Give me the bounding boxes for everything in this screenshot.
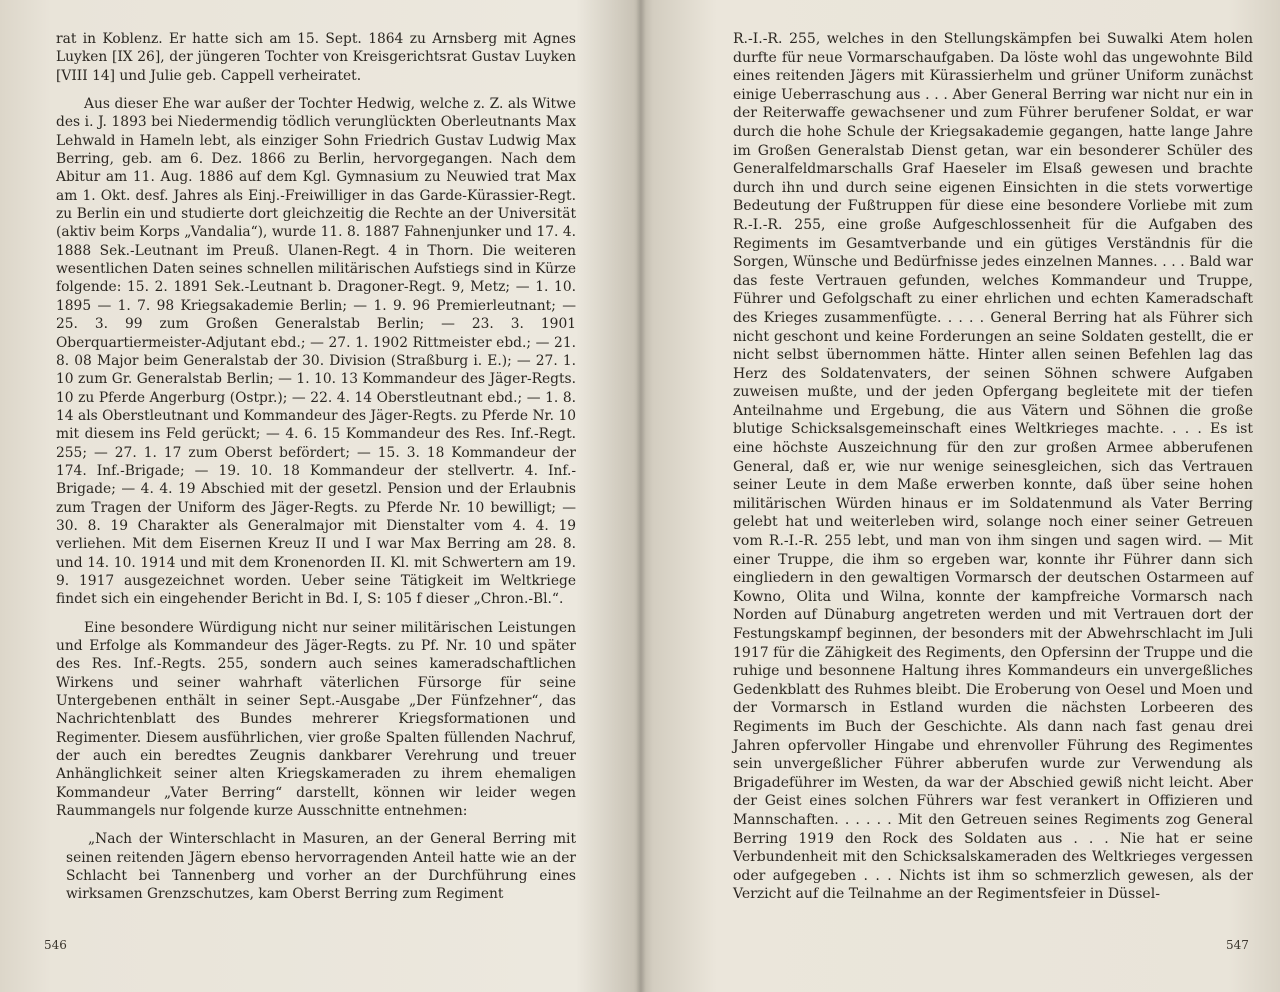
left-paragraph-4: „Nach der Winterschlacht in Masuren, an der General Berring mit seinen reitenden Jägern ebenso hervorragenden Anteil hatte wie an der Schlacht bei Tannenberg und vorher an der Durchführung eines wirksamen Grenzschutzes, kam Oberst Berring zum Regiment xyxy=(66,831,576,903)
book-gutter xyxy=(636,0,646,992)
right-page-number: 547 xyxy=(1226,938,1249,952)
right-paragraph-1: R.-I.-R. 255, welches in den Stellungskämpfen bei Suwalki Atem holen durfte für neue Vormarschaufgaben. Da löste wohl das ungewohnte Bild eines reitenden Jägers mit Kürassierhelm und grüner Uniform zunächst einige Ueberraschung aus . . . Aber General Berring war nicht nur ein in der Reiterwaffe gewachsener und zum Führer berufener Soldat, er war durch die hohe Schule der Kriegsakademie gegangen, hatte lange Jahre im Großen Generalstab Dienst getan, war ein besonderer Schüler des Generalfeldmarschalls Graf Haeseler im Elsaß gewesen und brachte durch ihn und durch seine eigenen Einsichten in die stets vorwertige Bedeutung der Fußtruppen für diese eine besondere Vorliebe mit zum R.-I.-R. 255, eine große Aufgeschlossenheit für die Aufgaben des Regiments im Gesamtverbande und ein gütiges Verständnis für die Sorgen, Wünsche und Bedürfnisse jedes einzelnen Mannes. . . . Bald war das feste Vertrauen gefunden, welches Kommandeur und Truppe, Führer und Gefolgschaft zu einer ehrlichen und echten Kameradschaft des Krieges zusammenfügte. . . . . General Berring hat als Führer sich nicht geschont und keine Forderungen an seine Soldaten gestellt, die er nicht selbst übernommen hätte. Hinter allen seinen Befehlen lag das Herz des Soldatenvaters, der seinen Söhnen schwere Aufgaben zuweisen mußte, und der jeden Opfergang begleitete mit der tiefen Anteilnahme und Ergebung, die aus Vätern und Söhnen die große blutige Schicksalsgemeinschaft eines Weltkrieges machte. . . . Es ist eine höchste Auszeichnung für den zur großen Armee abberufenen General, daß er, wie nur wenige seinesgleichen, sich das Vertrauen seiner Leute in dem Maße erwerben konnte, daß über seine hohen militärischen Würden hinaus er im Soldatenmund als Vater Berring gelebt hat und weiterleben wird, solange noch einer seiner Getreuen vom R.-I.-R. 255 lebt, und man von ihm singen und sagen wird. — Mit einer Truppe, die ihm so ergeben war, konnte ihr Führer dann sich eingliedern in den gewaltigen Vormarsch der deutschen Ostarmeen auf Kowno, Olita und Wilna, konnte der kampfreiche Vormarsch nach Norden auf Dünaburg angetreten werden und mit Vertrauen dort der Festungskampf beginnen, der besonders mit der Abwehrschlacht im Juli 1917 für die Zähigkeit des Regiments, den Opfersinn der Truppe und die ruhige und besonnene Haltung ihres Kommandeurs ein unvergeßliches Gedenkblatt des Ruhmes bleibt. Die Eroberung von Oesel und Moen und der Vormarsch in Estland wurden die nächsten Lorbeeren des Regiments im Buch der Geschichte. Als dann nach fast genau drei Jahren opfervoller Hingabe und ehrenvoller Führung des Regimentes sein unvergeßlicher Führer abberufen wurde zur Verwendung als Brigadeführer im Westen, da war der Abschied gewiß nicht leicht. Aber der Geist eines solchen Führers war fest verankert in Offizieren und Mannschaften. . . . . . Mit den Getreuen seines Regiments zog General Berring 1919 den Rock des Soldaten aus . . . Nie hat er seine Verbundenheit mit den Schicksalskameraden des Weltkrieges vergessen oder aufgegeben . . . Nichts ist ihm so schmerzlich gewesen, als der Verzicht auf die Teilnahme an der Regimentsfeier in Düssel- xyxy=(733,31,1253,903)
right-page xyxy=(733,30,1253,914)
left-paragraph-1: rat in Koblenz. Er hatte sich am 15. Sept. 1864 zu Arnsberg mit Agnes Luyken [IX 26], der jüngeren Tochter von Kreisgerichtsrat Gustav Luyken [VIII 14] und Julie geb. Cappell verheiratet. xyxy=(56,31,576,84)
left-paragraph-3: Eine besondere Würdigung nicht nur seiner militärischen Leistungen und Erfolge als Kommandeur des Jäger-Regts. zu Pf. Nr. 10 und später des Res. Inf.-Regts. 255, sondern auch seines kameradschaftlichen Wirkens und seiner wahrhaft väterlichen Fürsorge für seine Untergebenen enthält in seiner Sept.-Ausgabe „Der Fünfzehner“, das Nachrichtenblatt des Bundes mehrerer Kriegsformationen und Regimenter. Diesem ausführlichen, vier große Spalten füllenden Nachruf, der auch ein beredtes Zeugnis dankbarer Verehrung und treuer Anhänglichkeit seiner alten Kriegskameraden zu ihrem ehemaligen Kommandeur „Vater Berring“ darstellt, können wir leider wegen Raummangels nur folgende kurze Ausschnitte entnehmen: xyxy=(56,619,576,820)
left-page-number: 546 xyxy=(44,938,67,952)
left-page xyxy=(56,30,576,914)
left-paragraph-2: Aus dieser Ehe war außer der Tochter Hedwig, welche z. Z. als Witwe des i. J. 1893 bei Niedermendig tödlich verunglückten Oberleutnants Max Lehwald in Hameln lebt, als einziger Sohn Friedrich Gustav Ludwig Max Berring, geb. am 6. Dez. 1866 zu Berlin, hervorgegangen. Nach dem Abitur am 11. Aug. 1886 auf dem Kgl. Gymnasium zu Neuwied trat Max am 1. Okt. desf. Jahres als Einj.-Freiwilliger in das Garde-Kürassier-Regt. zu Berlin ein und studierte dort gleichzeitig die Rechte an der Universität (aktiv beim Korps „Vandalia“), wurde 11. 8. 1887 Fahnenjunker und 17. 4. 1888 Sek.-Leutnant im Preuß. Ulanen-Regt. 4 in Thorn. Die weiteren wesentlichen Daten seines schnellen militärischen Aufstiegs sind in Kürze folgende: 15. 2. 1891 Sek.-Leutnant b. Dragoner-Regt. 9, Metz; — 1. 10. 1895 — 1. 7. 98 Kriegsakademie Berlin; — 1. 9. 96 Premierleutnant; — 25. 3. 99 zum Großen Generalstab Berlin; — 23. 3. 1901 Oberquartiermeister-Adjutant ebd.; — 27. 1. 1902 Rittmeister ebd.; — 21. 8. 08 Major beim Generalstab der 30. Division (Straßburg i. E.); — 27. 1. 10 zum Gr. Generalstab Berlin; — 1. 10. 13 Kommandeur des Jäger-Regts. 10 zu Pferde Angerburg (Ostpr.); — 22. 4. 14 Oberstleutnant ebd.; — 1. 8. 14 als Oberstleutnant und Kommandeur des Jäger-Regts. zu Pferde Nr. 10 mit diesem ins Feld gerückt; — 4. 6. 15 Kommandeur des Res. Inf.-Regt. 255; — 27. 1. 17 zum Oberst befördert; — 15. 3. 18 Kommandeur der 174. Inf.-Brigade; — 19. 10. 18 Kommandeur der stellvertr. 4. Inf.-Brigade; — 4. 4. 19 Abschied mit der gesetzl. Pension und der Erlaubnis zum Tragen der Uniform des Jäger-Regts. zu Pferde Nr. 10 bewilligt; — 30. 8. 19 Charakter als Generalmajor mit Dienstalter vom 4. 4. 19 verliehen. Mit dem Eisernen Kreuz II und I war Max Berring am 28. 8. und 14. 10. 1914 und mit dem Kronenorden II. Kl. mit Schwertern am 19. 9. 1917 ausgezeichnet worden. Ueber seine Tätigkeit im Weltkriege findet sich ein eingehender Bericht in Bd. I, S: 105 f dieser „Chron.-Bl.“. xyxy=(56,96,576,608)
